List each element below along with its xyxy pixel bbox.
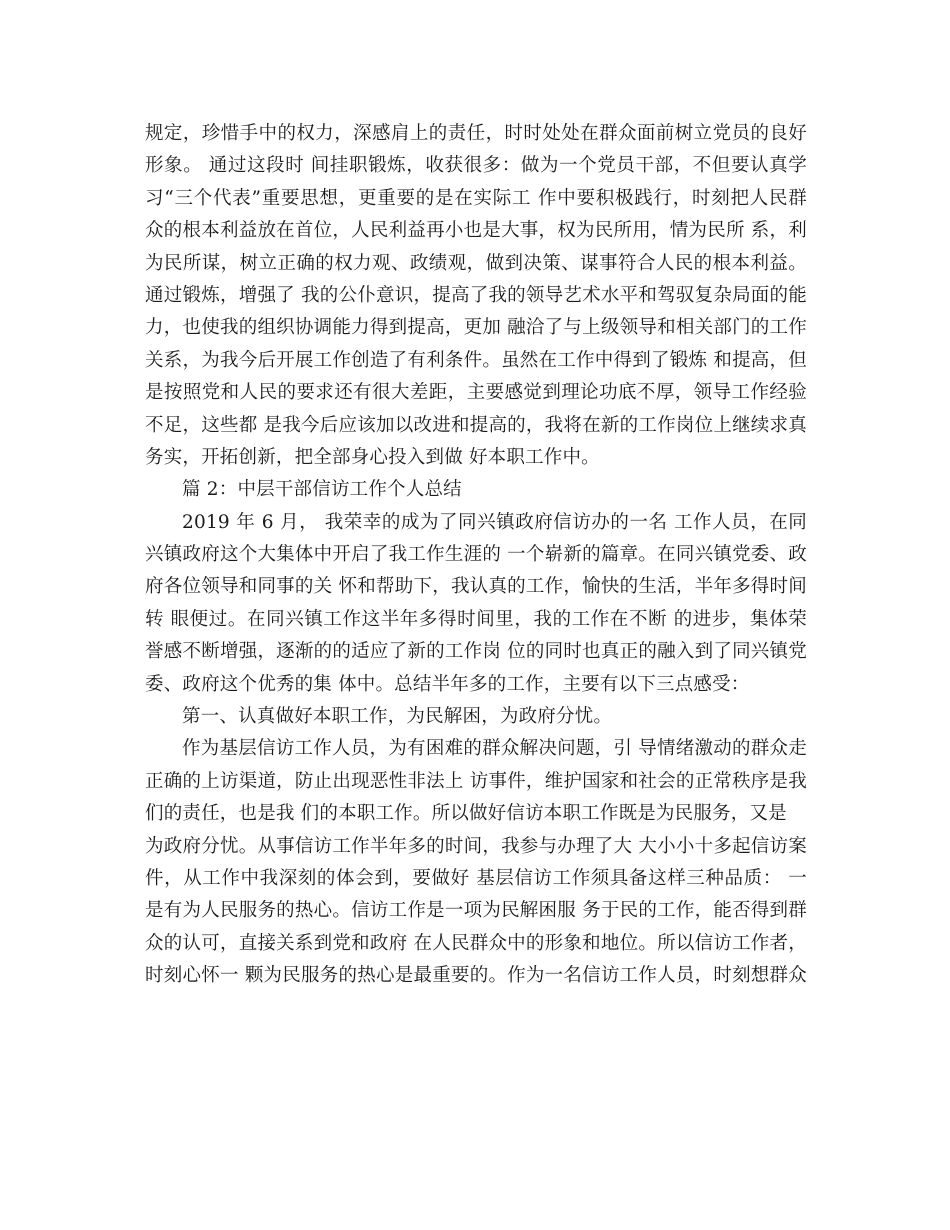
text-line: 府各位领导和同事的关 怀和帮助下，我认真的工作，愉快的生活，半年多得时间: [145, 576, 807, 598]
text-line: 作为基层信访工作人员，为有困难的群众解决问题，引 导情绪激动的群众走: [182, 738, 807, 760]
text-line: 转 眼便过。在同兴镇工作这半年多得时间里，我的工作在不断 的进步，集体荣: [145, 608, 807, 630]
text-line: 是按照党和人民的要求还有很大差距，主要感觉到理论功底不厚，领导工作经验: [145, 382, 807, 404]
text-line: 习“三个代表”重要思想，更重要的是在实际工 作中要积极践行，时刻把人民群: [145, 187, 807, 209]
text-line: 通过锻炼，增强了 我的公仆意识，提高了我的领导艺术水平和驾驭复杂局面的能: [145, 284, 807, 306]
text-line: 正确的上访渠道，防止出现恶性非法上 访事件，维护国家和社会的正常秩序是我: [145, 770, 807, 792]
text-line: 委、政府这个优秀的集 体中。总结半年多的工作，主要有以下三点感受：: [145, 673, 750, 695]
text-line: 力，也使我的组织协调能力得到提高，更加 融洽了与上级领导和相关部门的工作: [145, 317, 807, 339]
text-line: 件，从工作中我深刻的体会到，要做好 基层信访工作须具备这样三种品质： 一: [145, 867, 807, 889]
text-line: 誉感不断增强，逐渐的的适应了新的工作岗 位的同时也真正的融入到了同兴镇党: [145, 641, 807, 663]
text-line: 2019 年 6 月， 我荣幸的成为了同兴镇政府信访办的一名 工作人员，在同: [182, 511, 807, 533]
text-line: 不足，这些都 是我今后应该加以改进和提高的，我将在新的工作岗位上继续求真: [145, 414, 807, 436]
document-body: [145, 118, 807, 993]
text-line: 关系，为我今后开展工作创造了有利条件。虽然在工作中得到了锻炼 和提高，但: [145, 349, 807, 371]
text-line: 形象。 通过这段时 间挂职锻炼，收获很多：做为一个党员干部，不但要认真学: [145, 155, 807, 177]
text-line: 规定，珍惜手中的权力，深感肩上的责任，时时处处在群众面前树立党员的良好: [145, 123, 807, 144]
text-line: 兴镇政府这个大集体中开启了我工作生涯的 一个崭新的篇章。在同兴镇党委、政: [145, 544, 807, 566]
text-line: 是有为人民服务的热心。信访工作是一项为民解困服 务于民的工作，能否得到群: [145, 900, 807, 922]
text-line: 第一、认真做好本职工作，为民解困，为政府分忧。: [182, 706, 613, 728]
text-line: 篇 2：中层干部信访工作个人总结: [182, 479, 462, 501]
text-line: 们的责任，也是我 们的本职工作。所以做好信访本职工作既是为民服务，又是: [145, 803, 787, 825]
text-line: 为政府分忧。从事信访工作半年多的时间，我参与办理了大 大小小十多起信访案: [145, 835, 807, 857]
text-line: 众的认可，直接关系到党和政府 在人民群众中的形象和地位。所以信访工作者，: [145, 932, 807, 954]
text-line: 为民所谋，树立正确的权力观、政绩观，做到决策、谋事符合人民的根本利益。: [145, 252, 807, 274]
text-line: 务实，开拓创新，把全部身心投入到做 好本职工作中。: [145, 446, 600, 468]
text-line: 时刻心怀一 颗为民服务的热心是最重要的。作为一名信访工作人员，时刻想群众: [145, 965, 807, 987]
text-line: 众的根本利益放在首位，人民利益再小也是大事，权为民所用，情为民所 系，利: [145, 220, 807, 242]
